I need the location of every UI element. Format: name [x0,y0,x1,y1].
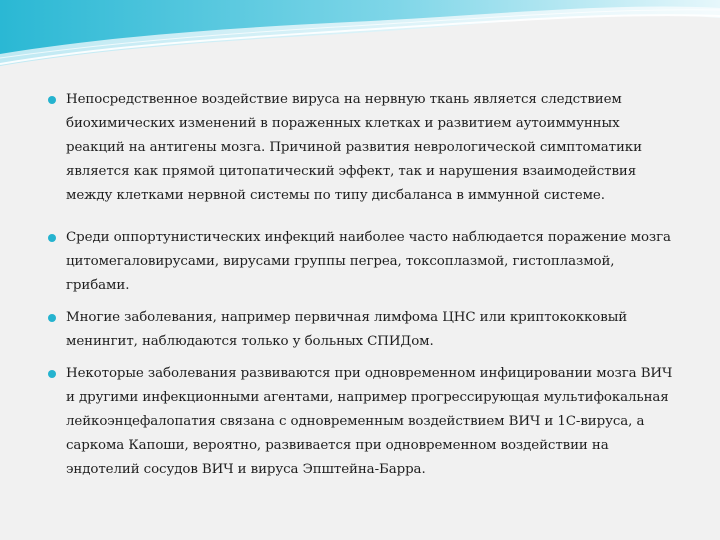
bullet-dot-icon [48,234,56,242]
bullet-text: Среди оппортунистических инфекций наиболее часто наблюдается поражение мозга цитомегаловирусами, вирусами группы пегреа, токсоплазмой, гистоплазмой, грибами. [66,230,671,293]
bullet-text: Многие заболевания, например первичная лимфома ЦНС или криптококковый менингит, наблюдаются только у больных СПИДом. [66,310,628,349]
bullet-item [44,226,674,298]
bullet-dot-icon [48,96,56,104]
bullet-item [44,306,674,354]
slide-content [44,88,674,482]
bullet-item [44,88,674,208]
header-wave-decoration [0,0,720,80]
bullet-dot-icon [48,314,56,322]
bullet-text: Некоторые заболевания развиваются при одновременном инфицировании мозга ВИЧ и другими инфекционными агентами, например прогрессирующая мультифокальная лейкоэнцефалопатия связана с одновременным воздействием ВИЧ и 1С-вируса, а саркома Капоши, вероятно, развивается при одновременном воздействии на эндотелий сосудов ВИЧ и вируса Эпштейна-Барра. [66,366,673,477]
bullet-text: Непосредственное воздействие вируса на нервную ткань является следствием биохимических изменений в пораженных клетках и развитием аутоиммунных реакций на антигены мозга. Причиной развития неврологической симптоматики является как прямой цитопатический эффект, так и нарушения взаимодействия между клетками нервной системы по типу дисбаланса в иммунной системе. [66,92,642,203]
bullet-dot-icon [48,370,56,378]
bullet-item [44,362,674,482]
